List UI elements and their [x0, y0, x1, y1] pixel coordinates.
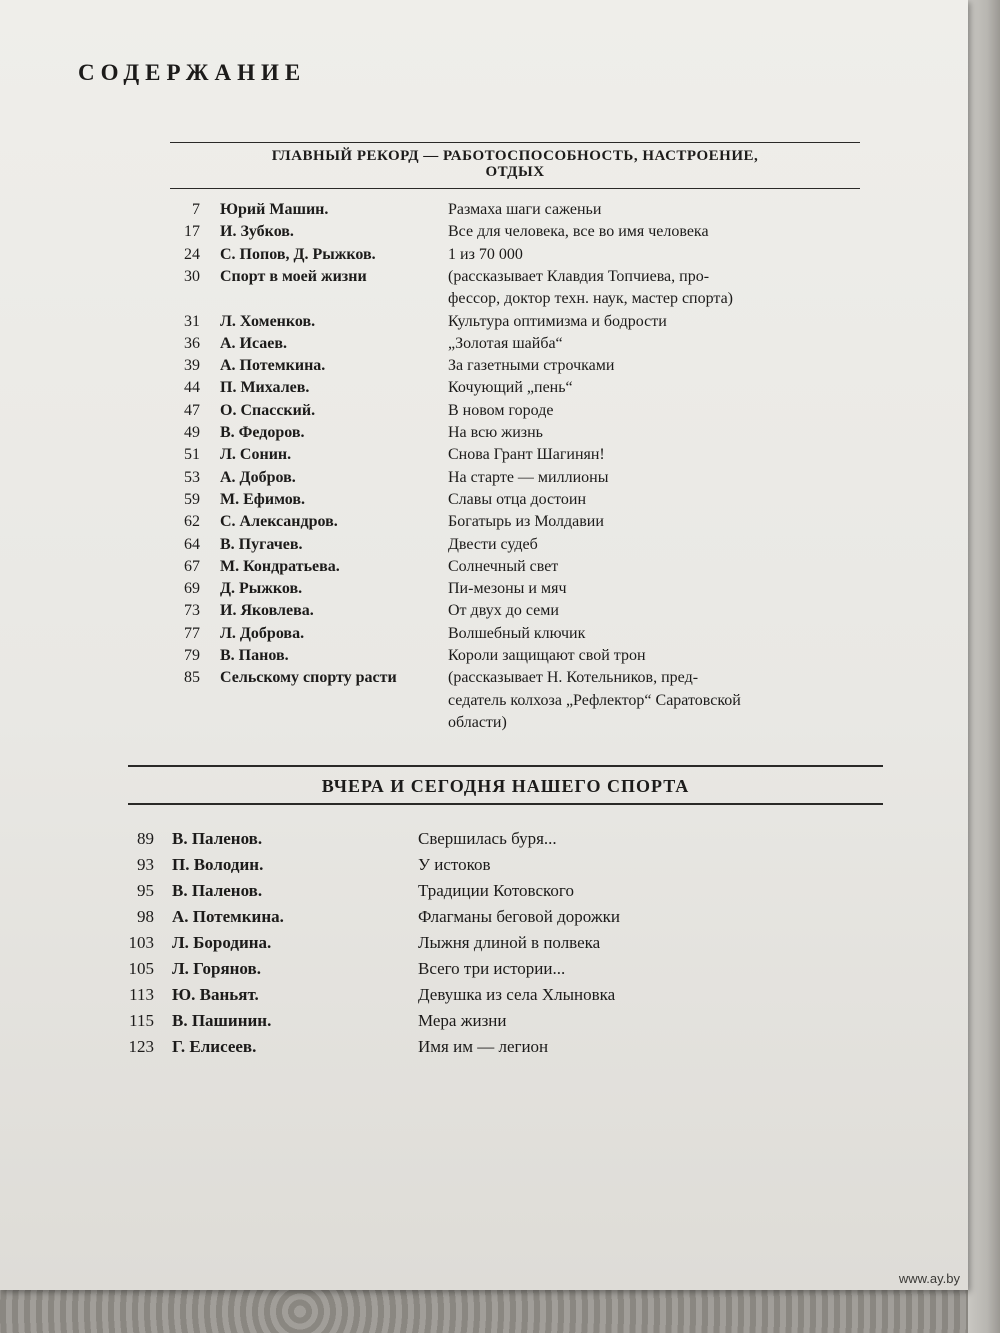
toc-author: Юрий Машин. [220, 201, 329, 218]
toc-page-number: 93 [137, 855, 154, 874]
toc-page-number: 89 [137, 829, 154, 848]
toc-title: (рассказывает Н. Котельников, пред- [448, 669, 699, 687]
toc-page-number: 64 [184, 535, 200, 553]
toc-entry [160, 290, 920, 312]
toc-entry [160, 647, 920, 669]
toc-author: С. Александров. [220, 513, 338, 531]
toc-title: Мера жизни [418, 1011, 507, 1030]
toc-author: В. Панов. [220, 647, 289, 664]
toc-page-number: 30 [184, 267, 200, 285]
toc-author: М. Ефимов. [220, 490, 305, 508]
book-spine [968, 0, 1000, 1333]
toc-title: Флагманы беговой дорожки [418, 907, 620, 926]
toc-page-number: 95 [137, 881, 154, 900]
toc-entry [160, 714, 920, 736]
toc-title: Имя им — легион [418, 1037, 549, 1056]
toc-entry [160, 446, 920, 468]
toc-entry [160, 469, 920, 491]
toc-entry [160, 536, 920, 558]
toc-entry [112, 907, 872, 929]
section1-heading-line2: ОТДЫХ [485, 164, 545, 180]
toc-entry [112, 933, 872, 955]
toc-page-number: 24 [184, 245, 200, 263]
toc-entry [160, 223, 920, 245]
toc-page-number: 98 [137, 907, 154, 926]
toc-title: Пи-мезоны и мяч [448, 580, 567, 598]
toc-title: Свершилась буря... [418, 829, 557, 848]
toc-entry [112, 1011, 872, 1033]
toc-title: Все для человека, все во имя человека [448, 223, 709, 241]
page-title: СОДЕРЖАНИЕ [78, 60, 307, 85]
toc-entry [160, 268, 920, 290]
section2-bottom-rule [128, 803, 883, 805]
toc-entry [160, 669, 920, 691]
toc-entry [112, 1037, 872, 1059]
toc-entry [160, 580, 920, 602]
section2-top-rule [128, 765, 883, 767]
toc-title: седатель колхоза „Рефлектор“ Саратовской [448, 691, 741, 709]
toc-entry [160, 357, 920, 379]
toc-entry [112, 829, 872, 851]
toc-entry [160, 692, 920, 714]
toc-author: М. Кондратьева. [220, 557, 340, 575]
toc-title: Всего три истории... [418, 959, 566, 978]
toc-page-number: 69 [184, 580, 200, 598]
toc-author: С. Попов, Д. Рыжков. [220, 245, 376, 263]
toc-entry [160, 625, 920, 647]
toc-entry [112, 855, 872, 877]
toc-author: В. Федоров. [220, 424, 305, 441]
toc-page-number: 103 [128, 933, 154, 952]
toc-page-number: 85 [184, 669, 200, 687]
toc-author: О. Спасский. [220, 401, 316, 419]
toc-author: В. Паленов. [172, 829, 263, 848]
toc-author: А. Добров. [220, 468, 296, 486]
toc-author: Г. Елисеев. [172, 1037, 257, 1056]
section1-top-rule [170, 142, 860, 143]
toc-title: У истоков [418, 855, 491, 874]
toc-title: На старте — миллионы [448, 468, 609, 486]
toc-page-number: 44 [184, 379, 200, 397]
toc-page-number: 17 [184, 223, 200, 241]
toc-entry [160, 402, 920, 424]
toc-author: Сельскому спорту расти [220, 669, 397, 687]
section1-heading [170, 148, 860, 180]
toc-page-number: 59 [184, 490, 200, 508]
toc-author: Спорт в моей жизни [220, 267, 367, 285]
section2-heading: ВЧЕРА И СЕГОДНЯ НАШЕГО СПОРТА [321, 776, 690, 796]
toc-author: А. Исаев. [220, 334, 288, 352]
toc-entry [160, 491, 920, 513]
toc-title: Двести судеб [448, 535, 538, 553]
toc-title: „Золотая шайба“ [448, 334, 563, 352]
toc-title: Лыжня длиной в полвека [418, 933, 601, 952]
tablecloth-background [0, 1290, 1000, 1333]
toc-entry [160, 335, 920, 357]
toc-author: И. Зубков. [220, 223, 294, 241]
toc-author: А. Потемкина. [172, 907, 284, 926]
toc-author: П. Володин. [172, 855, 264, 874]
toc-page-number: 47 [184, 401, 200, 419]
toc-title: От двух до семи [448, 602, 559, 620]
toc-page-number: 67 [184, 557, 200, 575]
toc-title: Девушка из села Хлыновка [418, 985, 616, 1004]
toc-page-number: 39 [184, 357, 200, 375]
toc-page-number: 53 [184, 468, 200, 486]
toc-author: Л. Доброва. [220, 624, 305, 642]
toc-entry [160, 246, 920, 268]
toc-page-number: 49 [184, 424, 200, 441]
toc-page-number: 105 [128, 959, 154, 978]
toc-entry [160, 313, 920, 335]
toc-title: В новом городе [448, 401, 554, 419]
toc-page-number: 115 [129, 1011, 154, 1030]
toc-entry [160, 513, 920, 535]
toc-author: Ю. Ваньят. [172, 985, 259, 1004]
toc-entry [160, 602, 920, 624]
toc-title: На всю жизнь [448, 424, 543, 441]
toc-author: В. Пашинин. [172, 1011, 272, 1030]
toc-entry [160, 424, 920, 446]
toc-page-number: 77 [184, 624, 200, 642]
toc-entry [112, 881, 872, 903]
toc-title: 1 из 70 000 [448, 245, 523, 263]
toc-author: И. Яковлева. [220, 602, 314, 620]
toc-entry [112, 985, 872, 1007]
toc-author: Л. Горянов. [172, 959, 261, 978]
toc-entry [160, 201, 920, 223]
toc-entry [112, 959, 872, 981]
toc-author: П. Михалев. [220, 379, 310, 397]
toc-page-number: 7 [192, 201, 200, 218]
toc-author: Л. Сонин. [220, 446, 292, 464]
toc-page-number: 31 [184, 312, 200, 330]
toc-title: Кочующий „пень“ [448, 379, 573, 397]
toc-author: В. Пугачев. [220, 535, 303, 553]
toc-title: (рассказывает Клавдия Топчиева, про- [448, 267, 710, 285]
toc-page-number: 113 [129, 985, 154, 1004]
toc-title: Короли защищают свой трон [448, 647, 646, 664]
toc-title: Волшебный ключик [448, 624, 586, 642]
section1-bottom-rule [170, 188, 860, 189]
toc-author: В. Паленов. [172, 881, 263, 900]
toc-page-number: 79 [184, 647, 200, 664]
section1-heading-line1: ГЛАВНЫЙ РЕКОРД — РАБОТОСПОСОБНОСТЬ, НАСТРОЕНИЕ, [271, 148, 759, 164]
toc-title: Снова Грант Шагинян! [448, 446, 605, 464]
toc-page-number: 73 [184, 602, 200, 620]
toc-entry [160, 379, 920, 401]
toc-page-number: 123 [128, 1037, 154, 1056]
toc-title: Культура оптимизма и бодрости [448, 312, 667, 330]
toc-page-number: 62 [184, 513, 200, 531]
toc-entry [160, 558, 920, 580]
toc-title: Традиции Котовского [418, 881, 574, 900]
toc-author: А. Потемкина. [220, 357, 326, 375]
toc-author: Л. Бородина. [172, 933, 272, 952]
toc-title: Размаха шаги саженьи [448, 201, 602, 218]
toc-title: области) [448, 713, 507, 731]
toc-author: Л. Хоменков. [220, 312, 316, 330]
toc-author: Д. Рыжков. [220, 580, 303, 598]
toc-title: фессор, доктор техн. наук, мастер спорта) [448, 290, 734, 308]
toc-page-number: 51 [184, 446, 200, 464]
toc-title: Солнечный свет [448, 557, 559, 575]
toc-page-number: 36 [184, 334, 200, 352]
toc-title: Богатырь из Молдавии [448, 513, 604, 531]
toc-title: Славы отца достоин [448, 490, 587, 508]
toc-title: За газетными строчками [448, 357, 615, 375]
watermark: www.ay.by [898, 1271, 960, 1286]
